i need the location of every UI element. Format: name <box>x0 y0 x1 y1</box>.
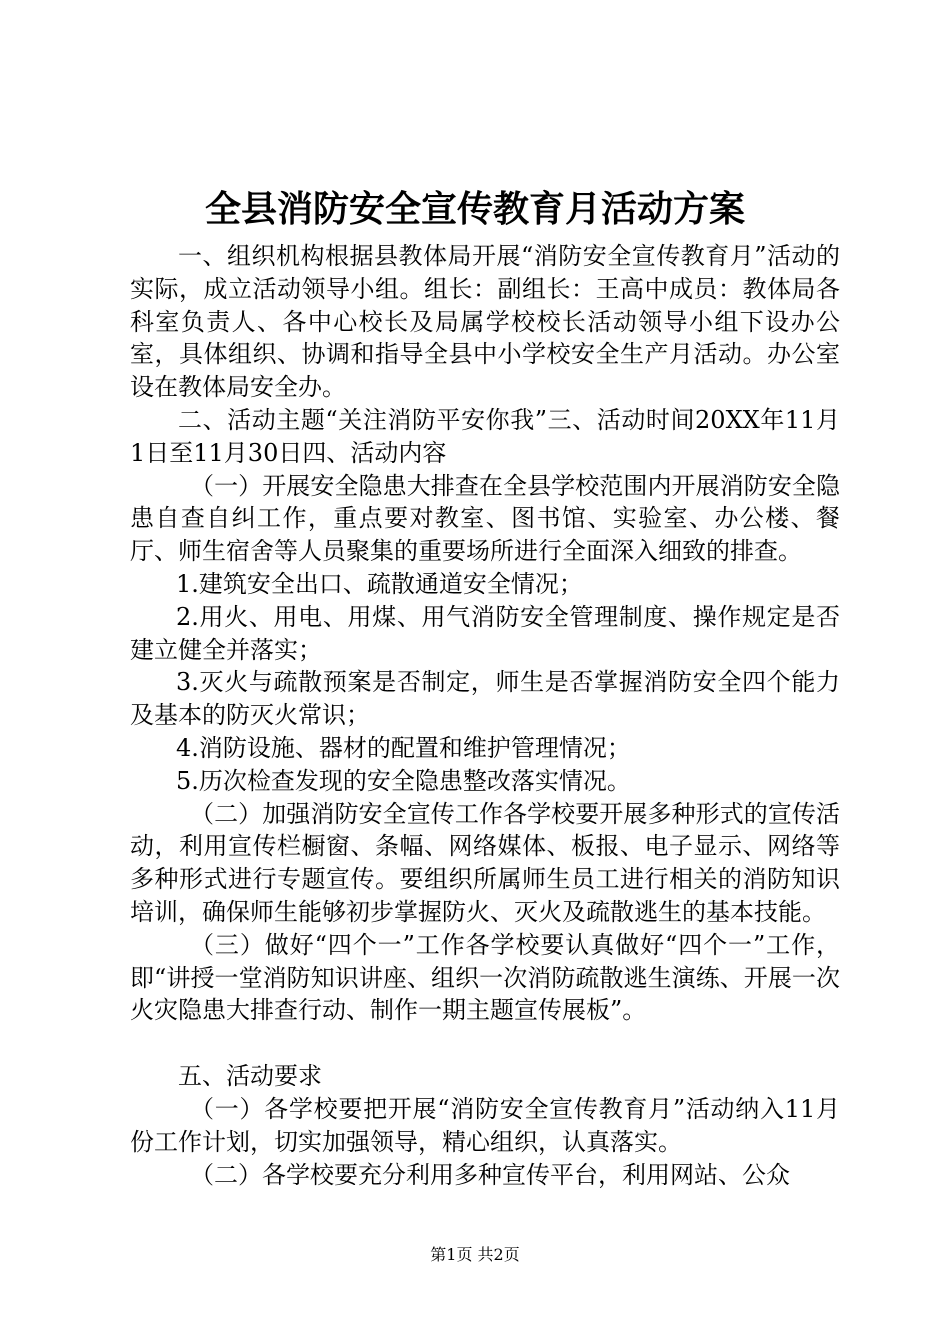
paragraph-publicity: （二）加强消防安全宣传工作各学校要开展多种形式的宣传活动，利用宣传栏橱窗、条幅、网络媒体、板报、电子显示、网络等多种形式进行专题宣传。要组织所属师生员工进行相关的消防知识培训，确保师生能够初步掌握防火、灭火及疏散逃生的基本技能。 <box>130 799 840 926</box>
list-item-4: 4.消防设施、器材的配置和维护管理情况； <box>176 733 631 762</box>
paragraph-four-ones: （三）做好“四个一”工作各学校要认真做好“四个一”工作，即“讲授一堂消防知识讲座、组织一次消防疏散逃生演练、开展一次火灾隐患大排查行动、制作一期主题宣传展板”。 <box>130 930 840 1025</box>
section-heading-requirements: 五、活动要求 <box>178 1062 322 1091</box>
document-title: 全县消防安全宣传教育月活动方案 <box>204 188 745 230</box>
list-item-5: 5.历次检查发现的安全隐患整改落实情况。 <box>176 766 631 795</box>
paragraph-organization: 一、组织机构根据县教体局开展“消防安全宣传教育月”活动的实际，成立活动领导小组。组长：副组长：王高中成员：教体局各科室负责人、各中心校长及局属学校校长活动领导小组下设办公室，具体组织、协调和指导全县中小学校安全生产月活动。办公室设在教体局安全办。 <box>130 242 840 402</box>
paragraph-requirement-1: （一）各学校要把开展“消防安全宣传教育月”活动纳入11月份工作计划，切实加强领导，精心组织，认真落实。 <box>130 1094 840 1156</box>
paragraph-spacer <box>130 1027 840 1060</box>
paragraph-theme-time: 二、活动主题“关注消防平安你我”三、活动时间20XX年11月1日至11月30日四、活动内容 <box>130 405 840 467</box>
list-item-3: 3.灭火与疏散预案是否制定，师生是否掌握消防安全四个能力及基本的防灭火常识； <box>130 668 840 730</box>
list-item-1: 1.建筑安全出口、疏散通道安全情况； <box>176 569 583 598</box>
paragraph-requirement-2: （二）各学校要充分利用多种宣传平台，利用网站、公众 <box>190 1160 790 1189</box>
paragraph-hazard-check: （一）开展安全隐患大排查在全县学校范围内开展消防安全隐患自查自纠工作，重点要对教室、图书馆、实验室、办公楼、餐厅、师生宿舍等人员聚集的重要场所进行全面深入细致的排查。 <box>130 471 840 566</box>
page-footer: 第1页 共2页 <box>430 1245 520 1264</box>
list-item-2: 2.用火、用电、用煤、用气消防安全管理制度、操作规定是否建立健全并落实； <box>130 602 840 664</box>
document-body <box>130 240 840 1191</box>
